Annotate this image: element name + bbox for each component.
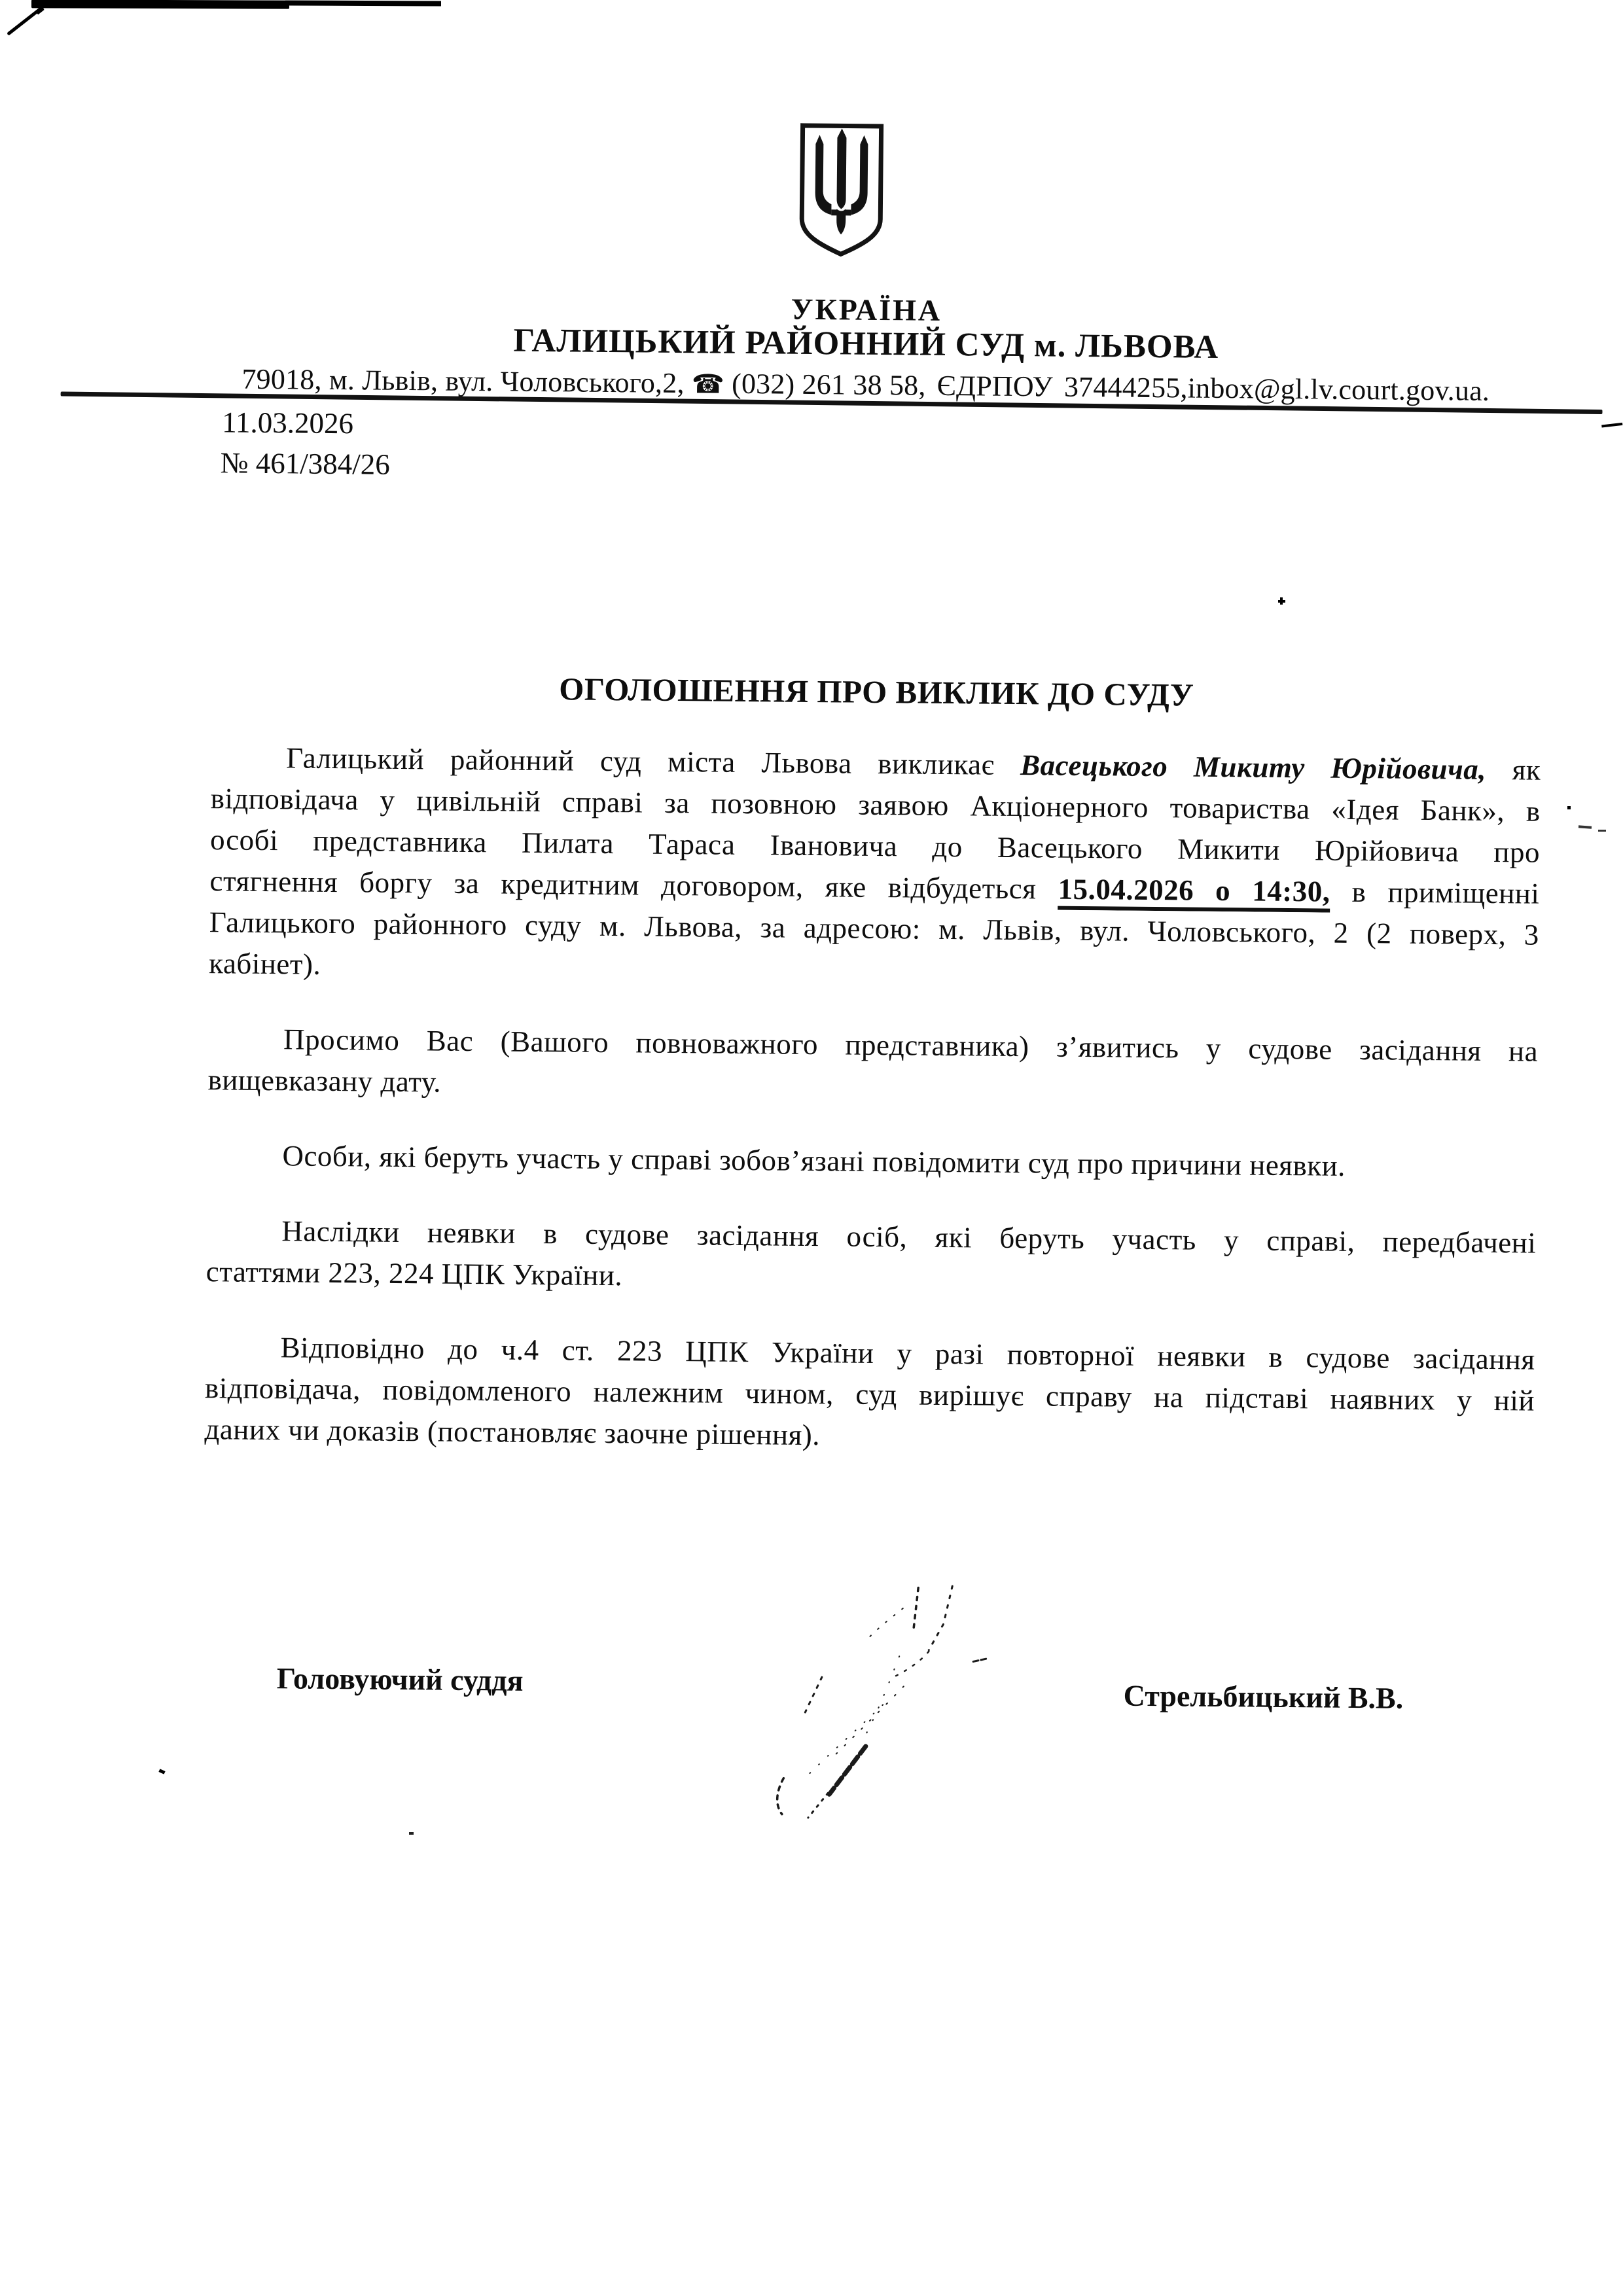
coat-of-arms-icon (795, 120, 888, 260)
document-date: 11.03.2026 (221, 406, 354, 440)
text-line: кабінет). (209, 947, 321, 981)
text-line: Галицького районного суду м. Львова, за адресою: м. Львів, вул. Чоловського, 2 (2 поверх, 3 (209, 906, 1540, 951)
text-line: Наслідки неявки в судове засідання осіб, які беруть участь у справі, передбачені (281, 1214, 1537, 1260)
court-name: ГАЛИЦЬКИЙ РАЙОННИЙ СУД м. ЛЬВОВА (513, 322, 1219, 366)
text-line: статтями 223, 224 ЦПК України. (205, 1255, 623, 1292)
paragraph (205, 1210, 1536, 1305)
text-line: особі представника Пилата Тараса Івановича до Васецького Микити Юрійовича про (209, 823, 1541, 869)
phone-icon: ☎ (691, 369, 725, 400)
text-line: вищевказану дату. (207, 1063, 442, 1099)
header-divider-dash (1601, 423, 1622, 428)
paragraph (207, 1135, 1537, 1189)
country-name: УКРАЇНА (791, 292, 942, 327)
paragraph (209, 737, 1541, 997)
text-line: стягнення боргу за кредитним договором, яке відбудеться 15.04.2026 о 14:30, в приміщенні (209, 860, 1540, 915)
judge-role-label: Головуючий суддя (276, 1661, 524, 1697)
text-line: Відповідно до ч.4 ст. 223 ЦПК України у разі повторної неявки в судове засідання (280, 1331, 1535, 1376)
text-line: Просимо Вас (Вашого повноважного представника) з’явитись у судове засідання на (283, 1023, 1539, 1068)
text-line: Особи, які беруть участь у справі зобов’язані повідомити суд про причини неявки. (282, 1139, 1346, 1182)
document-body (204, 737, 1541, 1496)
paragraph (207, 1018, 1538, 1113)
text-line: Галицький районний суд міста Львова викликає Васецького Микиту Юрійовича, як (286, 741, 1541, 786)
text-line: даних чи доказів (постановляє заочне рішення). (204, 1413, 821, 1452)
text-line: відповідача, повідомленого належним чином, суд вирішує справу на підставі наявних у ній (204, 1371, 1535, 1417)
court-address-line: 79018, м. Львів, вул. Чоловського,2, ☎ (032) 261 38 58, ЄДРПОУ 37444255,inbox@gl.lv.court.gov.ua. (241, 362, 1490, 407)
text-line: відповідача у цивільній справі за позовною заявою Акціонерного товариства «Ідея Банк», в (210, 782, 1541, 828)
judge-name: Стрельбицький В.В. (1123, 1678, 1404, 1715)
document-title: ОГОЛОШЕННЯ ПРО ВИКЛИК ДО СУДУ (558, 671, 1194, 713)
paragraph (204, 1326, 1535, 1462)
judge-signature-scribble (730, 1557, 1027, 1854)
case-number: № 461/384/26 (220, 446, 391, 481)
